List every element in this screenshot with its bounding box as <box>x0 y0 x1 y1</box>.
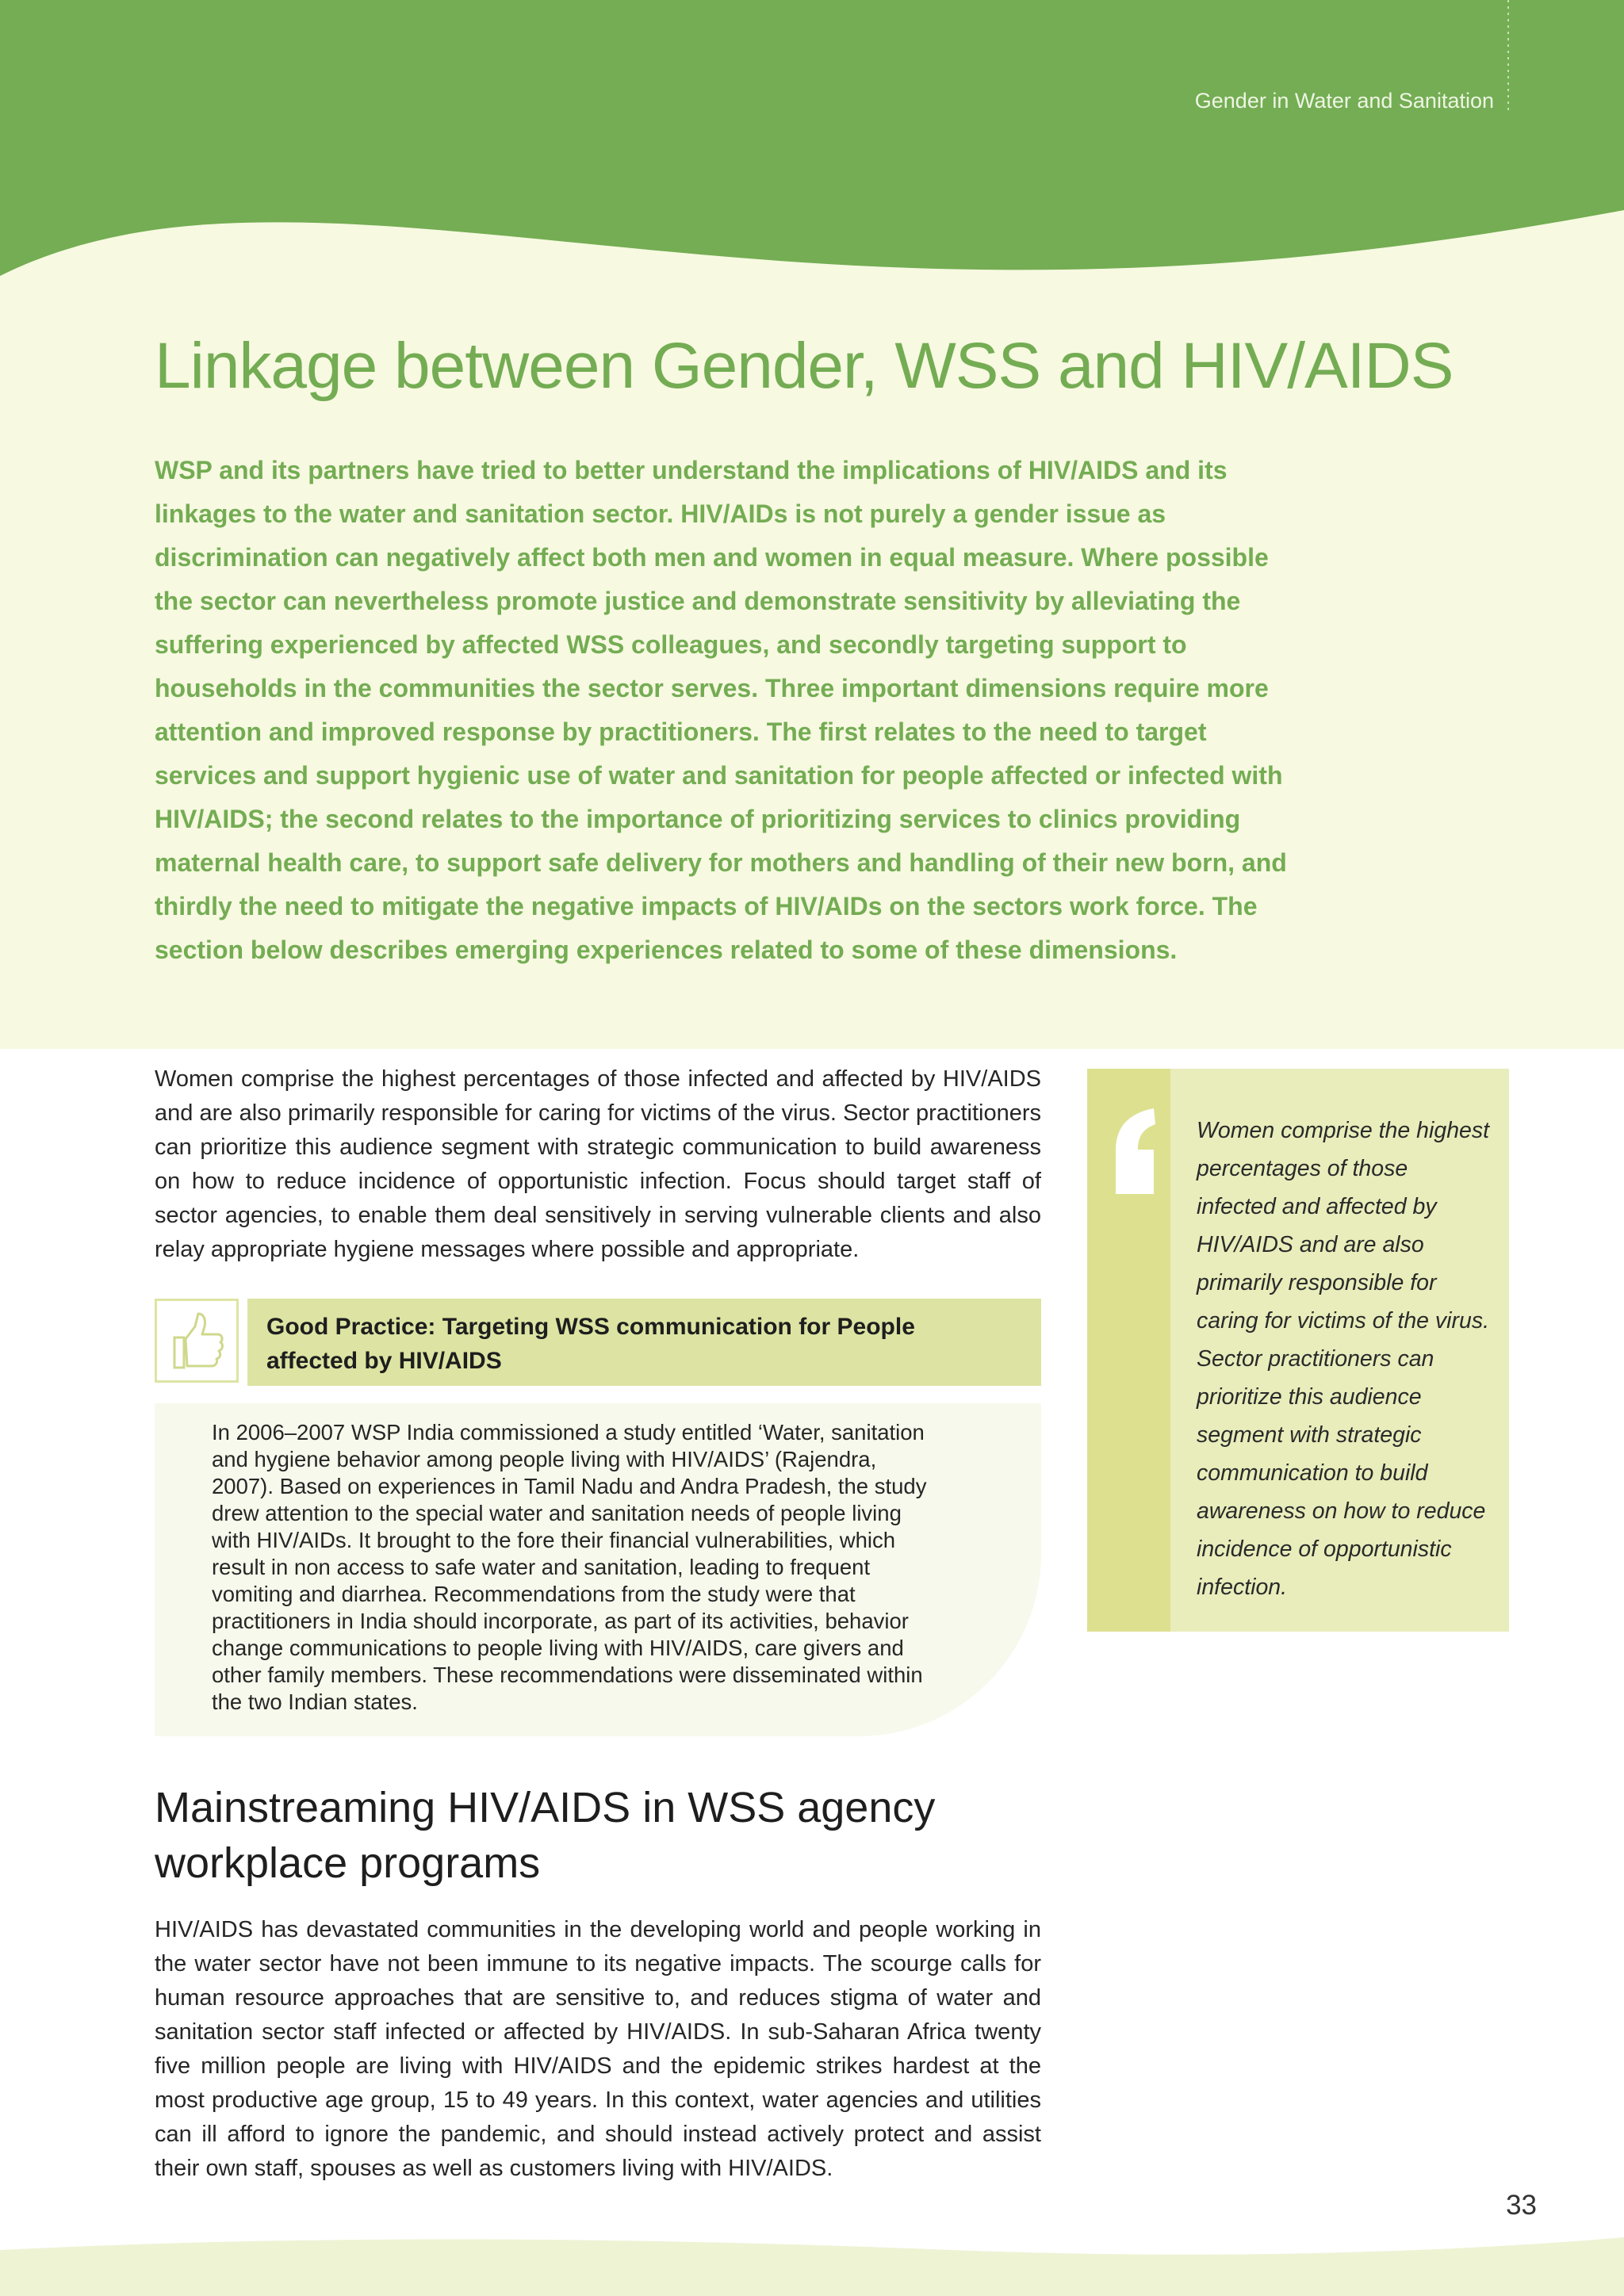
quote-mark-icon <box>1111 1107 1159 1194</box>
good-practice-text: In 2006–2007 WSP India commissioned a study entitled ‘Water, sanitation and hygiene behavior among people living with HIV/AIDS’ (Rajendra, 2007). Based on experiences in Tamil Nadu and Andra Pradesh, the study drew attention to the special water and sanitation needs of people living with HIV/AIDs. It brought to the fore their financial vulnerabilities, which result in non access to safe water and sanitation, leading to frequent vomiting and diarrhea. Recommendations from the study were that practitioners in India should incorporate, as part of its activities, behavior change communications to people living with HIV/AIDS, care givers and other family members. These recommendations were disseminated within the two Indian states. <box>212 1420 927 1714</box>
footer-wave <box>0 2237 1624 2296</box>
good-practice-body <box>155 1403 1041 1736</box>
section-title: Mainstreaming HIV/AIDS in WSS agency workplace programs <box>155 1784 936 1887</box>
body-paragraph-1: Women comprise the highest percentages of those infected and affected by HIV/AIDS and are also primarily responsible for caring for victims of the virus. Sector practitioners can prioritize this audience segment with strategic communication to build awareness on how to reduce incidence of opportunistic infection. Focus should target staff of sector agencies, to enable them deal sensitively in serving vulnerable clients and also relay appropriate hygiene messages where possible and appropriate. <box>155 1066 1041 1262</box>
intro-paragraph: WSP and its partners have tried to better understand the implications of HIV/AIDS and its linkages to the water and sanitation sector. HIV/AIDs is not purely a gender issue as discrimination can negatively affect both men and women in equal measure. Where possible the sector can nevertheless promote justice and demonstrate sensitivity by alleviating the suffering experienced by affected WSS colleagues, and secondly targeting support to households in the communities the sector serves. Three important dimensions require more attention and improved response by practitioners. The first relates to the need to target services and support hygienic use of water and sanitation for people affected or infected with HIV/AIDS; the second relates to the importance of prioritizing services to clinics providing maternal health care, to support safe delivery for mothers and handling of their new born, and thirdly the need to mitigate the negative impacts of HIV/AIDs on the sectors work force. The section below describes emerging experiences related to some of these dimensions. <box>155 456 1287 964</box>
good-practice-title: Good Practice: Targeting WSS communication for People affected by HIV/AIDS <box>266 1314 915 1374</box>
pull-quote <box>1087 1069 1509 1632</box>
body-paragraph-2: HIV/AIDS has devastated communities in the developing world and people working in the water sector have not been immune to its negative impacts. The scourge calls for human resource approaches that are sensitive to, and reduces stigma of water and sanitation sector staff infected or affected by HIV/AIDS. In sub-Saharan Africa twenty five million people are living with HIV/AIDS and the epidemic strikes hardest at the most productive age group, 15 to 49 years. In this context, water agencies and utilities can ill afford to ignore the pandemic, and should instead actively protect and assist their own staff, spouses as well as customers living with HIV/AIDS. <box>155 1917 1041 2181</box>
pull-quote-text: Women comprise the highest percentages of those infected and affected by HIV/AIDS and are also primarily responsible for caring for victims of the virus. Sector practitioners can prioritize this audience segment with strategic communication to build awareness on how to reduce incidence of opportunistic infection. <box>1197 1118 1490 1600</box>
page-number: 33 <box>1506 2190 1537 2221</box>
running-head: Gender in Water and Sanitation <box>1194 89 1494 113</box>
good-practice-icon-box <box>155 1299 239 1383</box>
good-practice-header <box>247 1299 1041 1386</box>
thumbs-up-icon <box>167 1309 227 1372</box>
page-title: Linkage between Gender, WSS and HIV/AIDS <box>155 330 1454 402</box>
